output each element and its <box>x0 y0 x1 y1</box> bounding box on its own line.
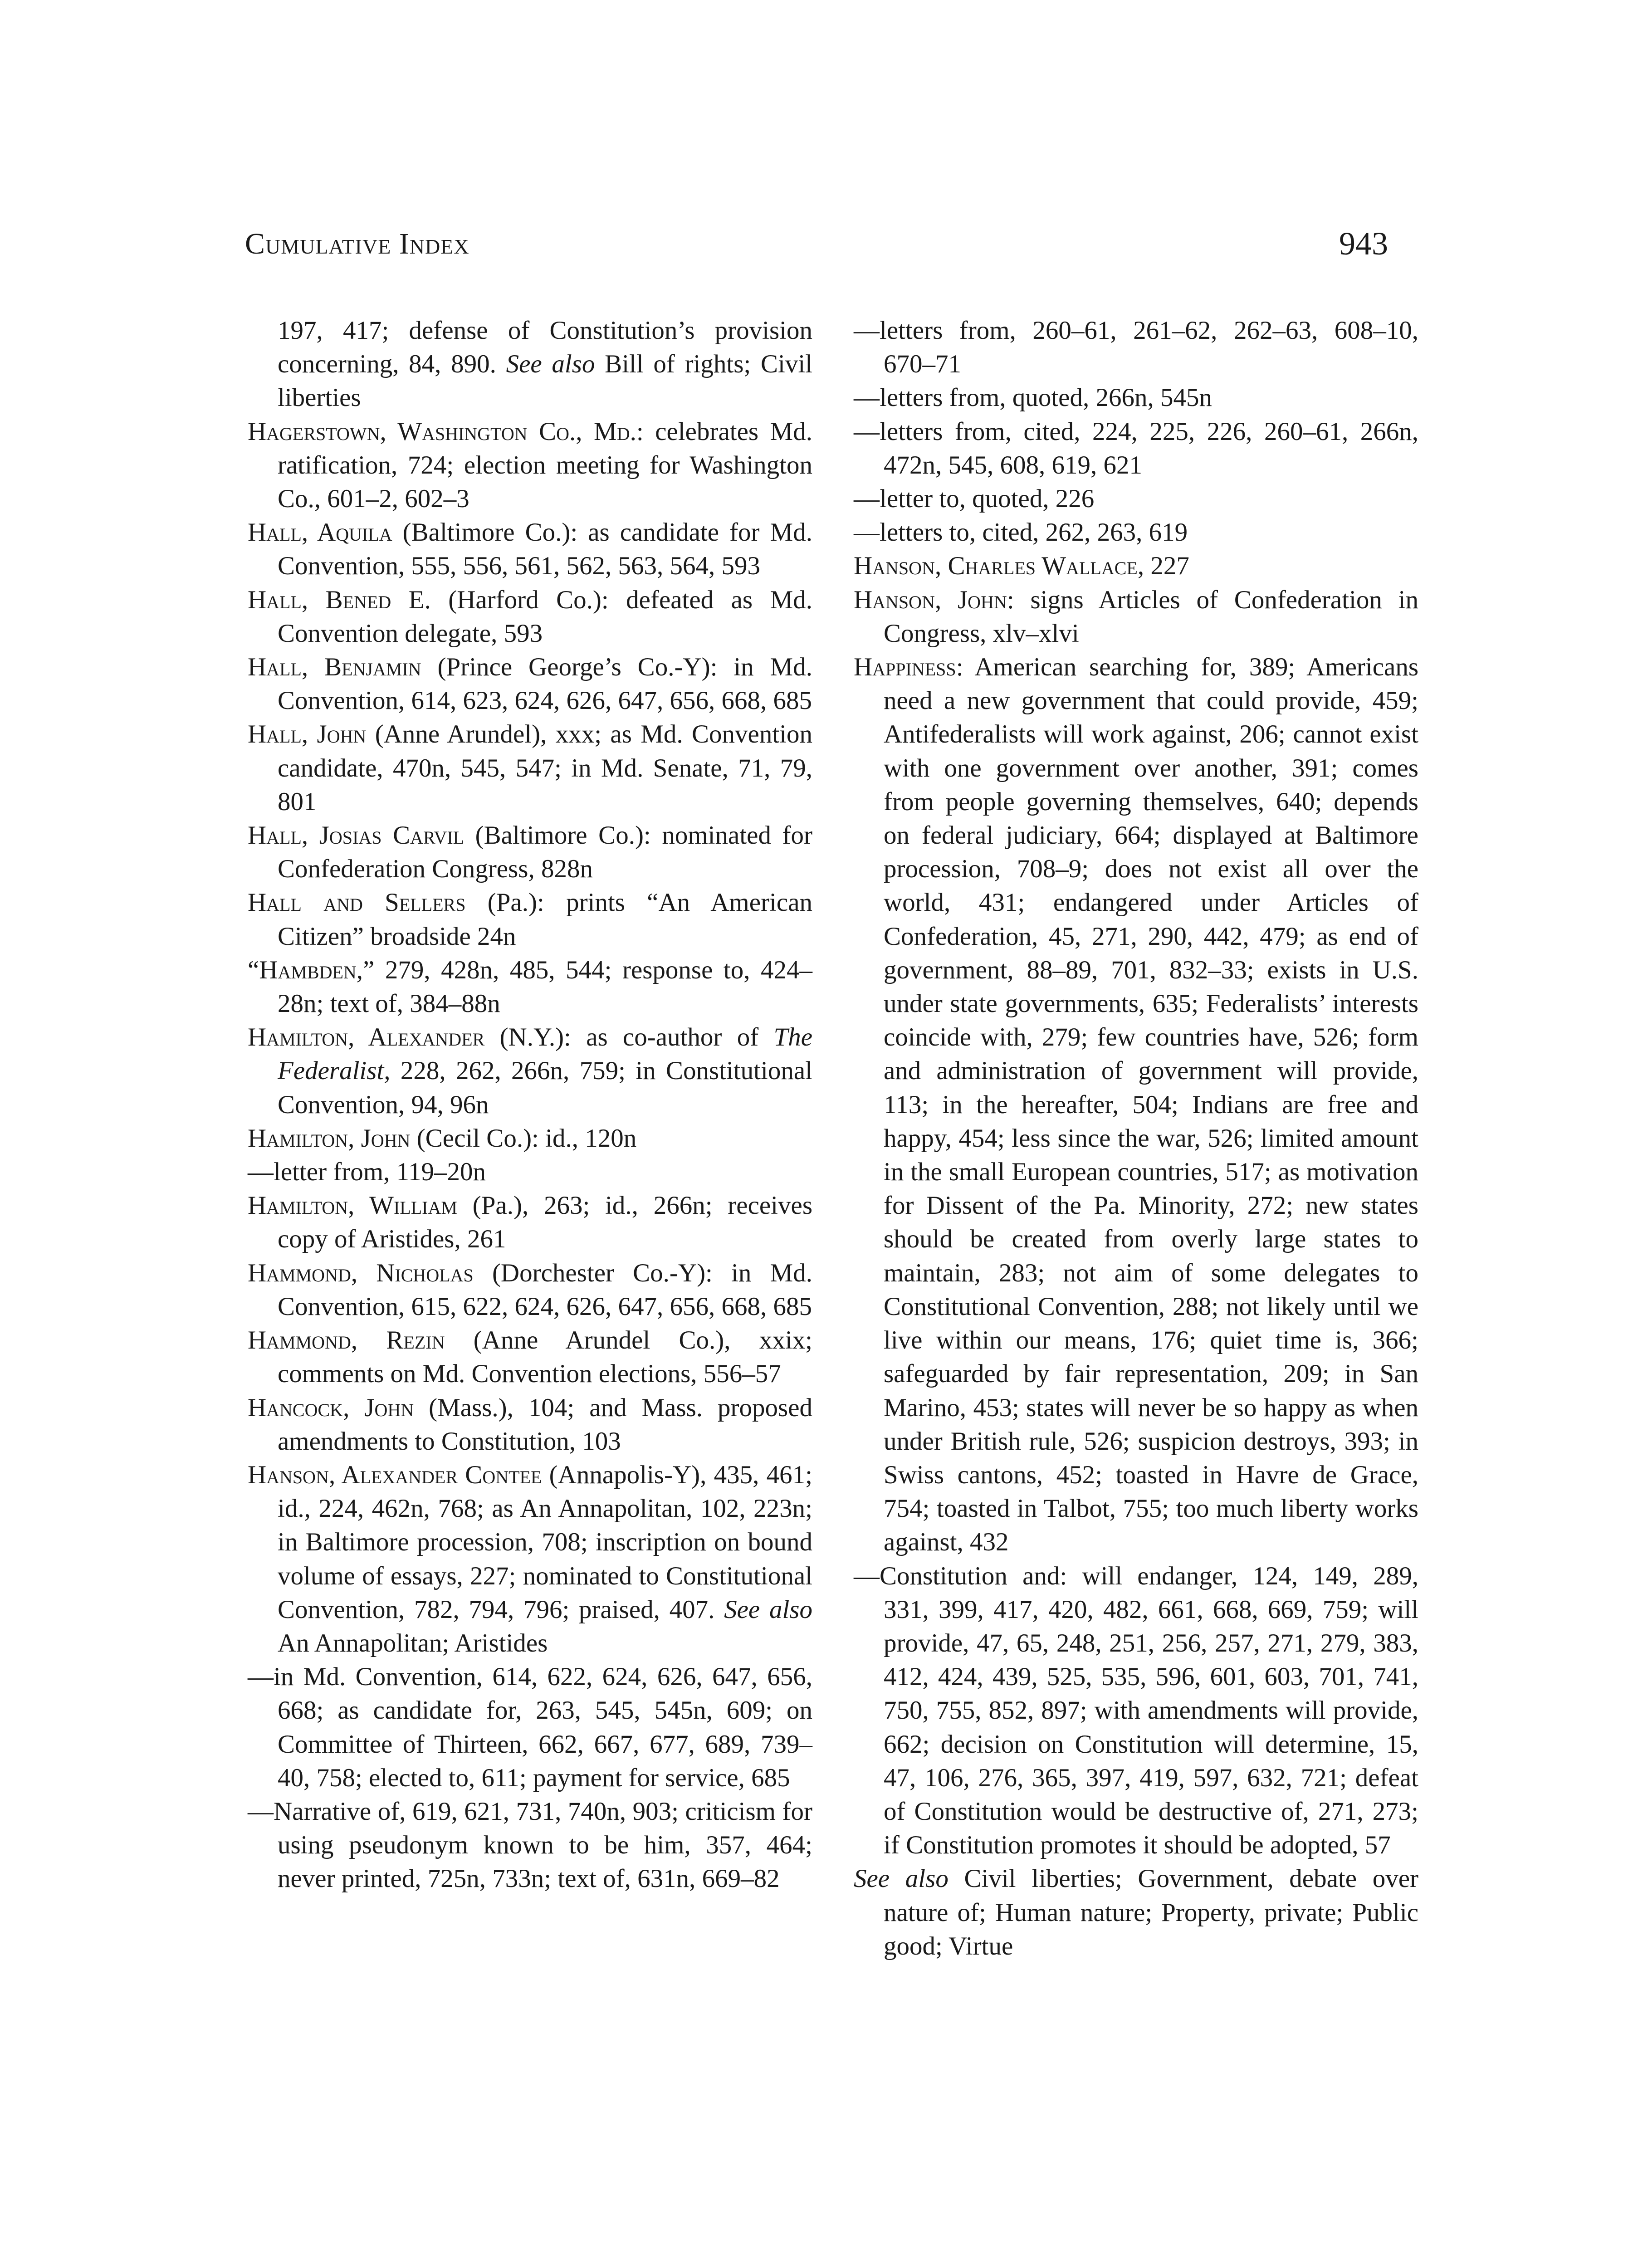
index-entry <box>248 1391 812 1458</box>
right-column <box>854 314 1418 1963</box>
index-entry <box>248 415 812 516</box>
index-text: : American searching for, 389; Americans need a new government that could provide, 459; Antifederalists will work against, 206; cannot exist with one government over another, 391; comes from people governing themselves, 640; depends on federal judiciary, 664; displayed at Baltimore procession, 708–9; does not exist all over the world, 431; endangered under Articles of Confederation, 45, 271, 290, 442, 479; as end of government, 88–89, 701, 832–33; exists in U.S. under state governments, 635; Federalists’ interests coincide with, 279; few countries have, 526; form and administration of government will provide, 113; in the hereafter, 504; Indians are free and happy, 454; less since the war, 526; limited amount in the small European countries, 517; as motivation for Dissent of the Pa. Minority, 272; new states should be created from overly large states to maintain, 283; not aim of some delegates to Constitutional Convention, 288; not likely until we live within our means, 176; quiet time is, 366; safeguarded by fair representation, 209; in San Marino, 453; states will never be so happy as when under British rule, 526; suspicion destroys, 393; in Swiss cantons, 452; toasted in Havre de Grace, 754; toasted in Talbot, 755; too much liberty works against, 432 <box>884 653 1418 1557</box>
index-entry <box>248 583 812 650</box>
index-text: (Baltimore Co.): nominated for Confederation Congress, 828n <box>278 821 812 884</box>
index-text-tail: Bill of rights; Civil liberties <box>278 350 812 412</box>
index-text: (Anne Arundel Co.), xxix; comments on Md. Convention elections, 556–57 <box>278 1326 812 1388</box>
index-text: 279, 428n, 485, 544; response to, 424–28n; text of, 384–88n <box>278 955 812 1018</box>
index-entry <box>248 1189 812 1256</box>
index-text: (Pa.): prints “An American Citizen” broadside 24n <box>278 888 812 951</box>
index-entry <box>248 953 812 1021</box>
index-text-tail: An Annapolitan; Aristides <box>278 1628 548 1657</box>
index-text: (Anne Arundel), xxx; as Md. Convention candidate, 470n, 545, 547; in Md. Senate, 71, 79, 801 <box>278 720 812 816</box>
index-heading: Hamilton, William <box>248 1191 457 1220</box>
index-heading: Hanson, Alexander Contee <box>248 1460 542 1489</box>
left-column <box>248 314 812 1896</box>
index-entry <box>854 1559 1418 1862</box>
index-heading: Hagerstown, Washington Co., Md. <box>248 417 636 446</box>
index-entry <box>854 516 1418 549</box>
index-text-tail: 228, 262, 266n, 759; in Constitutional Convention, 94, 96n <box>278 1056 812 1119</box>
index-text: E. (Harford Co.): defeated as Md. Convention delegate, 593 <box>278 585 813 648</box>
index-text: —Narrative of, 619, 621, 731, 740n, 903; criticism for using pseudonym known to be him, 357, 464; never printed, 725n, 733n; text of, 631n, 669–82 <box>248 1797 812 1893</box>
index-text: (N.Y.): as co-author of <box>484 1023 774 1052</box>
index-entry <box>854 314 1418 381</box>
index-text: —letters from, quoted, 266n, 545n <box>854 383 1212 412</box>
index-text: : signs Articles of Confederation in Congress, xlv–xlvi <box>884 585 1418 648</box>
index-heading: Hall, John <box>248 720 367 749</box>
index-heading: Hanson, Charles Wallace <box>854 552 1138 581</box>
running-head: Cumulative Index <box>245 227 469 260</box>
index-entry <box>248 1458 812 1660</box>
index-text: —letters from, cited, 224, 225, 226, 260–61, 266n, 472n, 545, 608, 619, 621 <box>854 417 1418 479</box>
index-text: : celebrates Md. ratification, 724; election meeting for Washington Co., 601–2, 602–3 <box>278 417 812 513</box>
index-entry <box>854 482 1418 516</box>
index-heading: Happiness <box>854 653 956 682</box>
index-entry <box>248 1122 812 1155</box>
index-entry <box>248 650 812 718</box>
index-text: —letters from, 260–61, 261–62, 262–63, 608–10, 670–71 <box>854 316 1418 379</box>
index-text: (Annapolis-Y), 435, 461; id., 224, 462n, 768; as An Annapolitan, 102, 223n; in Baltimore procession, 708; inscription on bound volume of essays, 227; nominated to Constitutional Convention, 782, 794, 796; praised, 407. <box>278 1460 812 1624</box>
index-heading: Hanson, John <box>854 585 1007 614</box>
index-text: —letters to, cited, 262, 263, 619 <box>854 518 1188 547</box>
index-entry <box>248 1324 812 1391</box>
index-heading: Hall, Benjamin <box>248 653 421 682</box>
index-entry <box>854 650 1418 1559</box>
index-entry <box>854 1862 1418 1963</box>
index-text: (Prince George’s Co.-Y): in Md. Convention, 614, 623, 624, 626, 647, 656, 668, 685 <box>278 653 812 715</box>
index-heading: Hall, Bened <box>248 585 391 614</box>
index-text: —letter from, 119–20n <box>248 1158 486 1187</box>
index-italic: The Federalist, <box>278 1023 812 1085</box>
index-entry <box>248 1795 812 1896</box>
index-text: (Pa.), 263; id., 266n; receives copy of Aristides, 261 <box>278 1191 813 1254</box>
index-entry <box>854 549 1418 583</box>
index-heading: Hall, Josias Carvil <box>248 821 464 850</box>
index-entry <box>854 583 1418 650</box>
index-italic: See also <box>506 350 595 379</box>
index-heading: Hammond, Rezin <box>248 1326 445 1355</box>
index-entry <box>248 718 812 819</box>
index-italic: See also <box>724 1595 812 1624</box>
index-text: —in Md. Convention, 614, 622, 624, 626, 647, 656, 668; as candidate for, 263, 545, 545n, 609; on Committee of Thirteen, 662, 667, 677, 689, 739–40, 758; elected to, 611; payment for service, 685 <box>248 1662 812 1792</box>
index-heading: Hancock, John <box>248 1393 414 1422</box>
index-text: (Dorchester Co.-Y): in Md. Convention, 615, 622, 624, 626, 647, 656, 668, 685 <box>278 1258 812 1321</box>
index-entry <box>854 381 1418 415</box>
index-entry <box>854 415 1418 482</box>
index-heading: Hall, Aquila <box>248 518 392 547</box>
page-number: 943 <box>1339 225 1388 262</box>
index-heading: Hall and Sellers <box>248 888 466 917</box>
index-entry <box>248 1660 812 1795</box>
index-entry <box>248 819 812 886</box>
index-text: 197, 417; defense of Constitution’s provision concerning, 84, 890. <box>278 316 812 379</box>
index-text: (Cecil Co.): id., 120n <box>410 1124 637 1153</box>
see-also-label: See also <box>854 1864 949 1893</box>
index-text: —Constitution and: will endanger, 124, 149, 289, 331, 399, 417, 420, 482, 661, 668, 669, 759; will provide, 47, 65, 248, 251, 256, 257, 271, 279, 383, 412, 424, 439, 525, 535, 596, 601, 603, 701, 741, 750, 755, 852, 897; with amendments will provide, 662; decision on Constitution will determine, 15, 47, 106, 276, 365, 397, 419, 597, 632, 721; defeat of Constitution would be destructive of, 271, 273; if Constitution promotes it should be adopted, 57 <box>854 1561 1418 1860</box>
index-entry <box>248 314 812 415</box>
index-entry <box>248 1021 812 1122</box>
index-heading: Hamilton, John <box>248 1124 411 1153</box>
index-heading: “Hambden,” <box>248 955 375 984</box>
index-text: , 227 <box>1137 552 1189 581</box>
index-entry <box>248 1256 812 1324</box>
index-text: Civil liberties; Government, debate over nature of; Human nature; Property, private; Public good; Virtue <box>884 1864 1418 1960</box>
index-heading: Hammond, Nicholas <box>248 1258 474 1287</box>
index-entry <box>248 516 812 583</box>
index-text: —letter to, quoted, 226 <box>854 484 1095 513</box>
index-entry <box>248 1155 812 1189</box>
index-text: (Baltimore Co.): as candidate for Md. Convention, 555, 556, 561, 562, 563, 564, 593 <box>278 518 812 581</box>
index-entry <box>248 886 812 953</box>
index-heading: Hamilton, Alexander <box>248 1023 485 1052</box>
index-text: (Mass.), 104; and Mass. proposed amendments to Constitution, 103 <box>278 1393 812 1456</box>
